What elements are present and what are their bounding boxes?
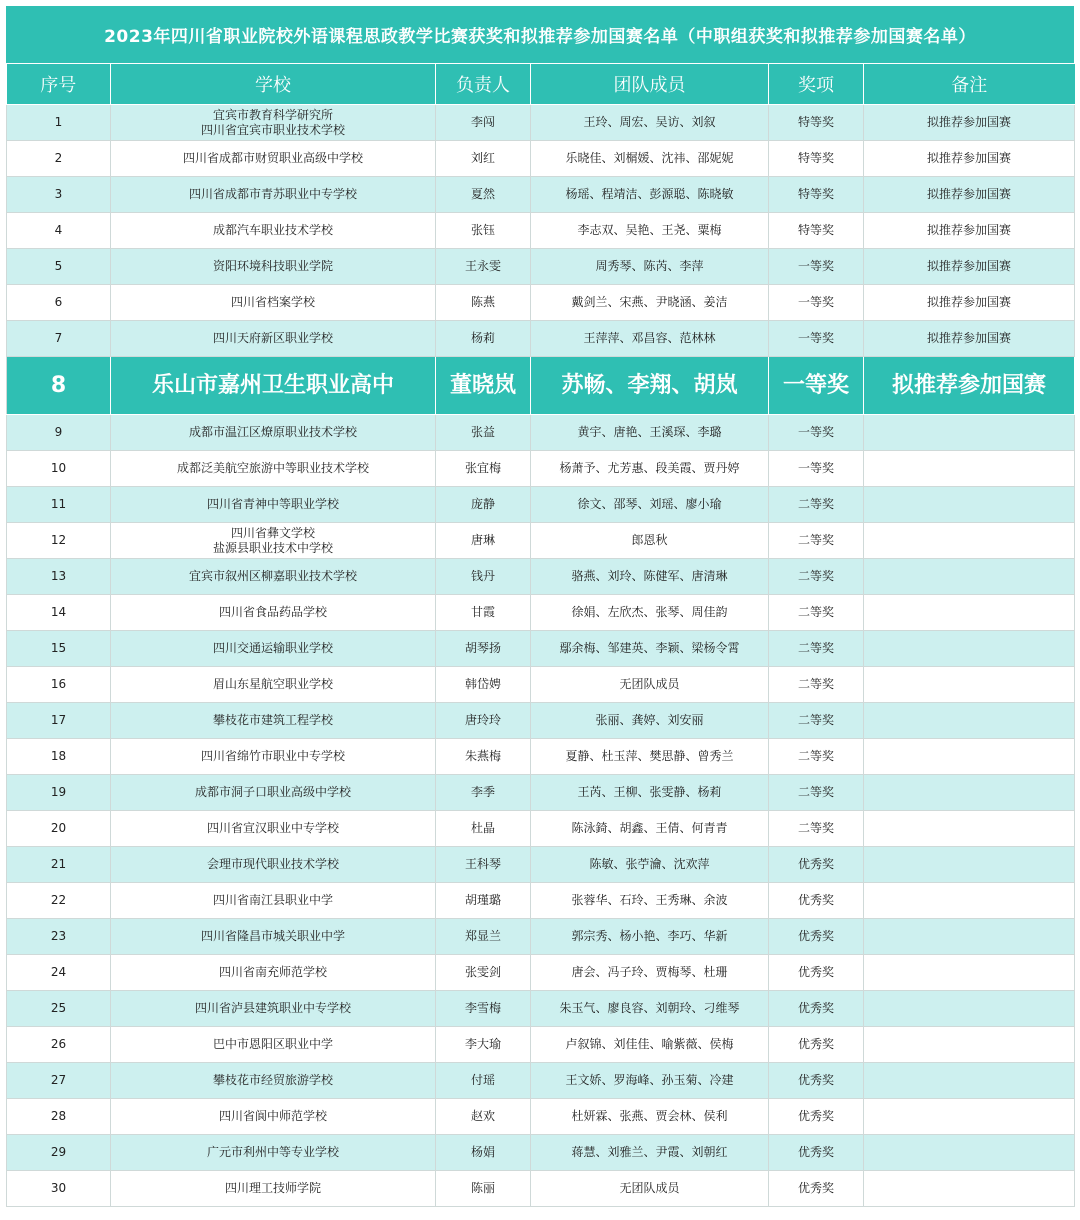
table-row (7, 523, 1075, 559)
cell-no: 7 (7, 321, 111, 357)
cell-award: 二等奖 (769, 667, 864, 703)
cell-award: 二等奖 (769, 631, 864, 667)
cell-no: 8 (7, 357, 111, 415)
cell-award: 一等奖 (769, 249, 864, 285)
cell-no: 5 (7, 249, 111, 285)
table-body (7, 105, 1075, 1207)
cell-no: 20 (7, 811, 111, 847)
school-name: 宜宾市叙州区柳嘉职业技术学校 (188, 569, 357, 583)
cell-no: 10 (7, 451, 111, 487)
cell-members: 卢叙锦、刘佳佳、喻紫薇、侯梅 (531, 1027, 769, 1063)
cell-note (864, 883, 1075, 919)
cell-leader: 王永雯 (436, 249, 531, 285)
cell-no: 30 (7, 1171, 111, 1207)
cell-note: 拟推荐参加国赛 (864, 357, 1075, 415)
cell-members: 李志双、吴艳、王尧、粟梅 (531, 213, 769, 249)
school-name: 资阳环境科技职业学院 (212, 259, 333, 273)
school-name: 乐山市嘉州卫生职业高中 (151, 372, 394, 398)
school-name: 四川省成都市青苏职业中专学校 (188, 187, 357, 201)
cell-members: 乐晓佳、刘榍媛、沈祎、邵妮妮 (531, 141, 769, 177)
cell-members: 唐会、冯子玲、贾梅琴、杜珊 (531, 955, 769, 991)
cell-no: 24 (7, 955, 111, 991)
cell-school (111, 1099, 436, 1135)
cell-school (111, 1063, 436, 1099)
cell-award: 特等奖 (769, 213, 864, 249)
cell-no: 22 (7, 883, 111, 919)
cell-note (864, 739, 1075, 775)
cell-leader: 钱丹 (436, 559, 531, 595)
cell-award: 优秀奖 (769, 1063, 864, 1099)
school-name: 四川理工技师学院 (224, 1181, 321, 1195)
cell-school (111, 285, 436, 321)
school-name: 四川省青神中等职业学校 (206, 497, 339, 511)
cell-school (111, 847, 436, 883)
cell-leader: 郑显兰 (436, 919, 531, 955)
school-name: 四川省食品药品学校 (218, 605, 327, 619)
cell-award: 优秀奖 (769, 883, 864, 919)
cell-school (111, 1027, 436, 1063)
table-row (7, 919, 1075, 955)
column-header-leader: 负责人 (436, 64, 531, 105)
cell-members: 郎恩秋 (531, 523, 769, 559)
cell-no: 16 (7, 667, 111, 703)
cell-school (111, 451, 436, 487)
table-row (7, 847, 1075, 883)
column-header-note: 备注 (864, 64, 1075, 105)
table-row (7, 739, 1075, 775)
cell-leader: 李闯 (436, 105, 531, 141)
cell-no: 15 (7, 631, 111, 667)
cell-leader: 刘红 (436, 141, 531, 177)
cell-award: 优秀奖 (769, 1099, 864, 1135)
cell-leader: 胡琴扬 (436, 631, 531, 667)
cell-no: 17 (7, 703, 111, 739)
cell-note (864, 667, 1075, 703)
cell-school (111, 105, 436, 141)
school-name: 四川天府新区职业学校 (212, 331, 333, 345)
school-name: 四川省彝文学校 (230, 525, 315, 540)
cell-members: 杨瑶、程靖洁、彭源聪、陈晓敏 (531, 177, 769, 213)
cell-award: 二等奖 (769, 487, 864, 523)
column-header-school: 学校 (111, 64, 436, 105)
cell-leader: 甘霞 (436, 595, 531, 631)
table-row (7, 321, 1075, 357)
cell-award: 优秀奖 (769, 847, 864, 883)
cell-note (864, 991, 1075, 1027)
cell-members: 杜妍霖、张燕、贾会林、侯利 (531, 1099, 769, 1135)
cell-leader: 李雪梅 (436, 991, 531, 1027)
cell-note (864, 559, 1075, 595)
cell-note (864, 1063, 1075, 1099)
cell-members: 骆燕、刘玲、陈健军、唐清琳 (531, 559, 769, 595)
results-table (6, 64, 1075, 1207)
cell-no: 25 (7, 991, 111, 1027)
cell-members: 王玲、周宏、吴访、刘叙 (531, 105, 769, 141)
cell-award: 优秀奖 (769, 991, 864, 1027)
cell-no: 9 (7, 415, 111, 451)
cell-leader: 韩岱娉 (436, 667, 531, 703)
cell-members: 朱玉气、廖良容、刘朝玲、刁维琴 (531, 991, 769, 1027)
school-name: 四川省泸县建筑职业中专学校 (194, 1001, 351, 1015)
cell-award: 优秀奖 (769, 919, 864, 955)
table-row-highlighted (7, 357, 1075, 415)
cell-note (864, 919, 1075, 955)
cell-no: 2 (7, 141, 111, 177)
table-row (7, 141, 1075, 177)
cell-school (111, 919, 436, 955)
school-name: 四川省宣汉职业中专学校 (206, 821, 339, 835)
cell-school (111, 1135, 436, 1171)
cell-note: 拟推荐参加国赛 (864, 105, 1075, 141)
cell-no: 1 (7, 105, 111, 141)
cell-leader: 夏然 (436, 177, 531, 213)
cell-school (111, 703, 436, 739)
cell-leader: 张宜梅 (436, 451, 531, 487)
cell-no: 23 (7, 919, 111, 955)
cell-leader: 张益 (436, 415, 531, 451)
cell-no: 18 (7, 739, 111, 775)
school-name: 四川省南充师范学校 (218, 965, 327, 979)
school-name: 成都泛美航空旅游中等职业技术学校 (176, 461, 369, 475)
cell-note (864, 1135, 1075, 1171)
cell-leader: 陈丽 (436, 1171, 531, 1207)
school-name: 成都市洞子口职业高级中学校 (194, 785, 351, 799)
school-name: 会理市现代职业技术学校 (206, 857, 339, 871)
cell-award: 一等奖 (769, 357, 864, 415)
cell-school (111, 1171, 436, 1207)
cell-school (111, 631, 436, 667)
cell-note: 拟推荐参加国赛 (864, 213, 1075, 249)
cell-leader: 张雯剑 (436, 955, 531, 991)
cell-no: 12 (7, 523, 111, 559)
cell-school (111, 523, 436, 559)
school-name: 攀枝花市建筑工程学校 (212, 713, 333, 727)
cell-leader: 付瑶 (436, 1063, 531, 1099)
cell-members: 黄宇、唐艳、王溪琛、李璐 (531, 415, 769, 451)
table-row (7, 285, 1075, 321)
table-header-row (7, 64, 1075, 105)
school-name: 攀枝花市经贸旅游学校 (212, 1073, 333, 1087)
cell-award: 优秀奖 (769, 1171, 864, 1207)
cell-school (111, 415, 436, 451)
cell-note (864, 631, 1075, 667)
school-name: 眉山东星航空职业学校 (212, 677, 333, 691)
cell-school (111, 775, 436, 811)
table-row (7, 703, 1075, 739)
cell-leader: 李季 (436, 775, 531, 811)
table-row (7, 595, 1075, 631)
school-name: 四川省成都市财贸职业高级中学校 (182, 151, 363, 165)
cell-members: 陈敏、张苧瀹、沈欢萍 (531, 847, 769, 883)
cell-no: 19 (7, 775, 111, 811)
school-name: 盐源县职业技术中学校 (212, 540, 333, 555)
cell-school (111, 487, 436, 523)
cell-leader: 张钰 (436, 213, 531, 249)
cell-award: 二等奖 (769, 811, 864, 847)
table-row (7, 775, 1075, 811)
table-row (7, 1027, 1075, 1063)
cell-award: 特等奖 (769, 177, 864, 213)
cell-leader: 胡瑾璐 (436, 883, 531, 919)
cell-members: 王萍萍、邓昌容、范林林 (531, 321, 769, 357)
school-name: 成都市温江区燎原职业技术学校 (188, 425, 357, 439)
table-row (7, 883, 1075, 919)
school-name: 成都汽车职业技术学校 (212, 223, 333, 237)
cell-leader: 杜晶 (436, 811, 531, 847)
cell-school (111, 213, 436, 249)
cell-award: 二等奖 (769, 559, 864, 595)
table-row (7, 991, 1075, 1027)
table-row (7, 105, 1075, 141)
cell-note: 拟推荐参加国赛 (864, 141, 1075, 177)
cell-award: 一等奖 (769, 321, 864, 357)
cell-award: 二等奖 (769, 739, 864, 775)
cell-note (864, 595, 1075, 631)
table-row (7, 487, 1075, 523)
cell-award: 优秀奖 (769, 1135, 864, 1171)
cell-note (864, 811, 1075, 847)
cell-leader: 杨莉 (436, 321, 531, 357)
cell-award: 二等奖 (769, 595, 864, 631)
cell-no: 28 (7, 1099, 111, 1135)
cell-leader: 唐玲玲 (436, 703, 531, 739)
cell-award: 一等奖 (769, 285, 864, 321)
table-row (7, 631, 1075, 667)
cell-note (864, 1099, 1075, 1135)
cell-leader: 唐琳 (436, 523, 531, 559)
cell-leader: 王科琴 (436, 847, 531, 883)
cell-school (111, 811, 436, 847)
table-row (7, 177, 1075, 213)
cell-leader: 庞静 (436, 487, 531, 523)
cell-leader: 陈燕 (436, 285, 531, 321)
cell-leader: 董晓岚 (436, 357, 531, 415)
cell-note: 拟推荐参加国赛 (864, 249, 1075, 285)
cell-members: 徐娟、左欣杰、张琴、周佳韵 (531, 595, 769, 631)
cell-leader: 赵欢 (436, 1099, 531, 1135)
cell-members: 杨萧予、尤芳惠、段美霞、贾丹婷 (531, 451, 769, 487)
cell-school (111, 739, 436, 775)
cell-school (111, 991, 436, 1027)
cell-award: 特等奖 (769, 105, 864, 141)
cell-members: 徐文、邵琴、刘瑶、廖小瑜 (531, 487, 769, 523)
cell-award: 二等奖 (769, 523, 864, 559)
school-name: 广元市利州中等专业学校 (206, 1145, 339, 1159)
cell-school (111, 321, 436, 357)
cell-no: 27 (7, 1063, 111, 1099)
cell-no: 29 (7, 1135, 111, 1171)
page-title: 2023年四川省职业院校外语课程思政教学比赛获奖和拟推荐参加国赛名单（中职组获奖和拟推荐参加国赛名单） (6, 6, 1074, 64)
cell-school (111, 357, 436, 415)
school-name: 巴中市恩阳区职业中学 (212, 1037, 333, 1051)
cell-award: 特等奖 (769, 141, 864, 177)
cell-members: 王芮、王柳、张雯静、杨莉 (531, 775, 769, 811)
cell-note: 拟推荐参加国赛 (864, 285, 1075, 321)
school-name: 四川省阆中师范学校 (218, 1109, 327, 1123)
cell-members: 夏静、杜玉萍、樊思静、曾秀兰 (531, 739, 769, 775)
school-name: 四川省档案学校 (230, 295, 315, 309)
cell-members: 戴剑兰、宋燕、尹晓涵、姜洁 (531, 285, 769, 321)
column-header-members: 团队成员 (531, 64, 769, 105)
cell-leader: 李大瑜 (436, 1027, 531, 1063)
cell-award: 一等奖 (769, 451, 864, 487)
cell-note (864, 703, 1075, 739)
cell-no: 21 (7, 847, 111, 883)
cell-note (864, 1027, 1075, 1063)
table-row (7, 451, 1075, 487)
table-row (7, 955, 1075, 991)
cell-school (111, 883, 436, 919)
cell-members: 周秀琴、陈芮、李萍 (531, 249, 769, 285)
table-row (7, 249, 1075, 285)
cell-no: 6 (7, 285, 111, 321)
cell-members: 鄢余梅、邹建英、李颖、梁杨令霄 (531, 631, 769, 667)
table-row (7, 811, 1075, 847)
table-row (7, 559, 1075, 595)
table-row (7, 1099, 1075, 1135)
cell-note (864, 523, 1075, 559)
cell-no: 3 (7, 177, 111, 213)
cell-no: 4 (7, 213, 111, 249)
cell-members: 无团队成员 (531, 667, 769, 703)
cell-members: 郭宗秀、杨小艳、李巧、华新 (531, 919, 769, 955)
cell-note (864, 775, 1075, 811)
cell-members: 张蓉华、石玲、王秀琳、余波 (531, 883, 769, 919)
cell-note: 拟推荐参加国赛 (864, 321, 1075, 357)
school-name: 四川交通运输职业学校 (212, 641, 333, 655)
cell-note (864, 487, 1075, 523)
table-row (7, 1135, 1075, 1171)
cell-no: 26 (7, 1027, 111, 1063)
cell-award: 优秀奖 (769, 1027, 864, 1063)
cell-note (864, 1171, 1075, 1207)
cell-members: 王文娇、罗海峰、孙玉菊、冷建 (531, 1063, 769, 1099)
cell-school (111, 955, 436, 991)
cell-no: 11 (7, 487, 111, 523)
school-name: 四川省南江县职业中学 (212, 893, 333, 907)
cell-members: 无团队成员 (531, 1171, 769, 1207)
cell-award: 优秀奖 (769, 955, 864, 991)
cell-note (864, 415, 1075, 451)
cell-school (111, 559, 436, 595)
cell-award: 一等奖 (769, 415, 864, 451)
cell-award: 二等奖 (769, 703, 864, 739)
cell-note (864, 955, 1075, 991)
column-header-award: 奖项 (769, 64, 864, 105)
cell-school (111, 141, 436, 177)
cell-no: 14 (7, 595, 111, 631)
cell-members: 蒋慧、刘雅兰、尹霞、刘朝红 (531, 1135, 769, 1171)
school-name: 宜宾市教育科学研究所 (212, 107, 333, 122)
cell-note (864, 451, 1075, 487)
cell-leader: 杨娟 (436, 1135, 531, 1171)
cell-school (111, 667, 436, 703)
cell-members: 苏畅、李翔、胡岚 (531, 357, 769, 415)
cell-members: 张丽、龚婷、刘安丽 (531, 703, 769, 739)
cell-leader: 朱燕梅 (436, 739, 531, 775)
school-name: 四川省隆昌市城关职业中学 (200, 929, 345, 943)
cell-school (111, 595, 436, 631)
cell-no: 13 (7, 559, 111, 595)
cell-note (864, 847, 1075, 883)
table-row (7, 1171, 1075, 1207)
table-row (7, 1063, 1075, 1099)
school-name: 四川省绵竹市职业中专学校 (200, 749, 345, 763)
column-header-no: 序号 (7, 64, 111, 105)
cell-award: 二等奖 (769, 775, 864, 811)
school-name: 四川省宜宾市职业技术学校 (200, 122, 345, 137)
cell-school (111, 177, 436, 213)
table-row (7, 667, 1075, 703)
cell-members: 陈泳錡、胡鑫、王倩、何青青 (531, 811, 769, 847)
table-row (7, 213, 1075, 249)
cell-note: 拟推荐参加国赛 (864, 177, 1075, 213)
table-row (7, 415, 1075, 451)
award-list (6, 6, 1074, 1207)
cell-school (111, 249, 436, 285)
